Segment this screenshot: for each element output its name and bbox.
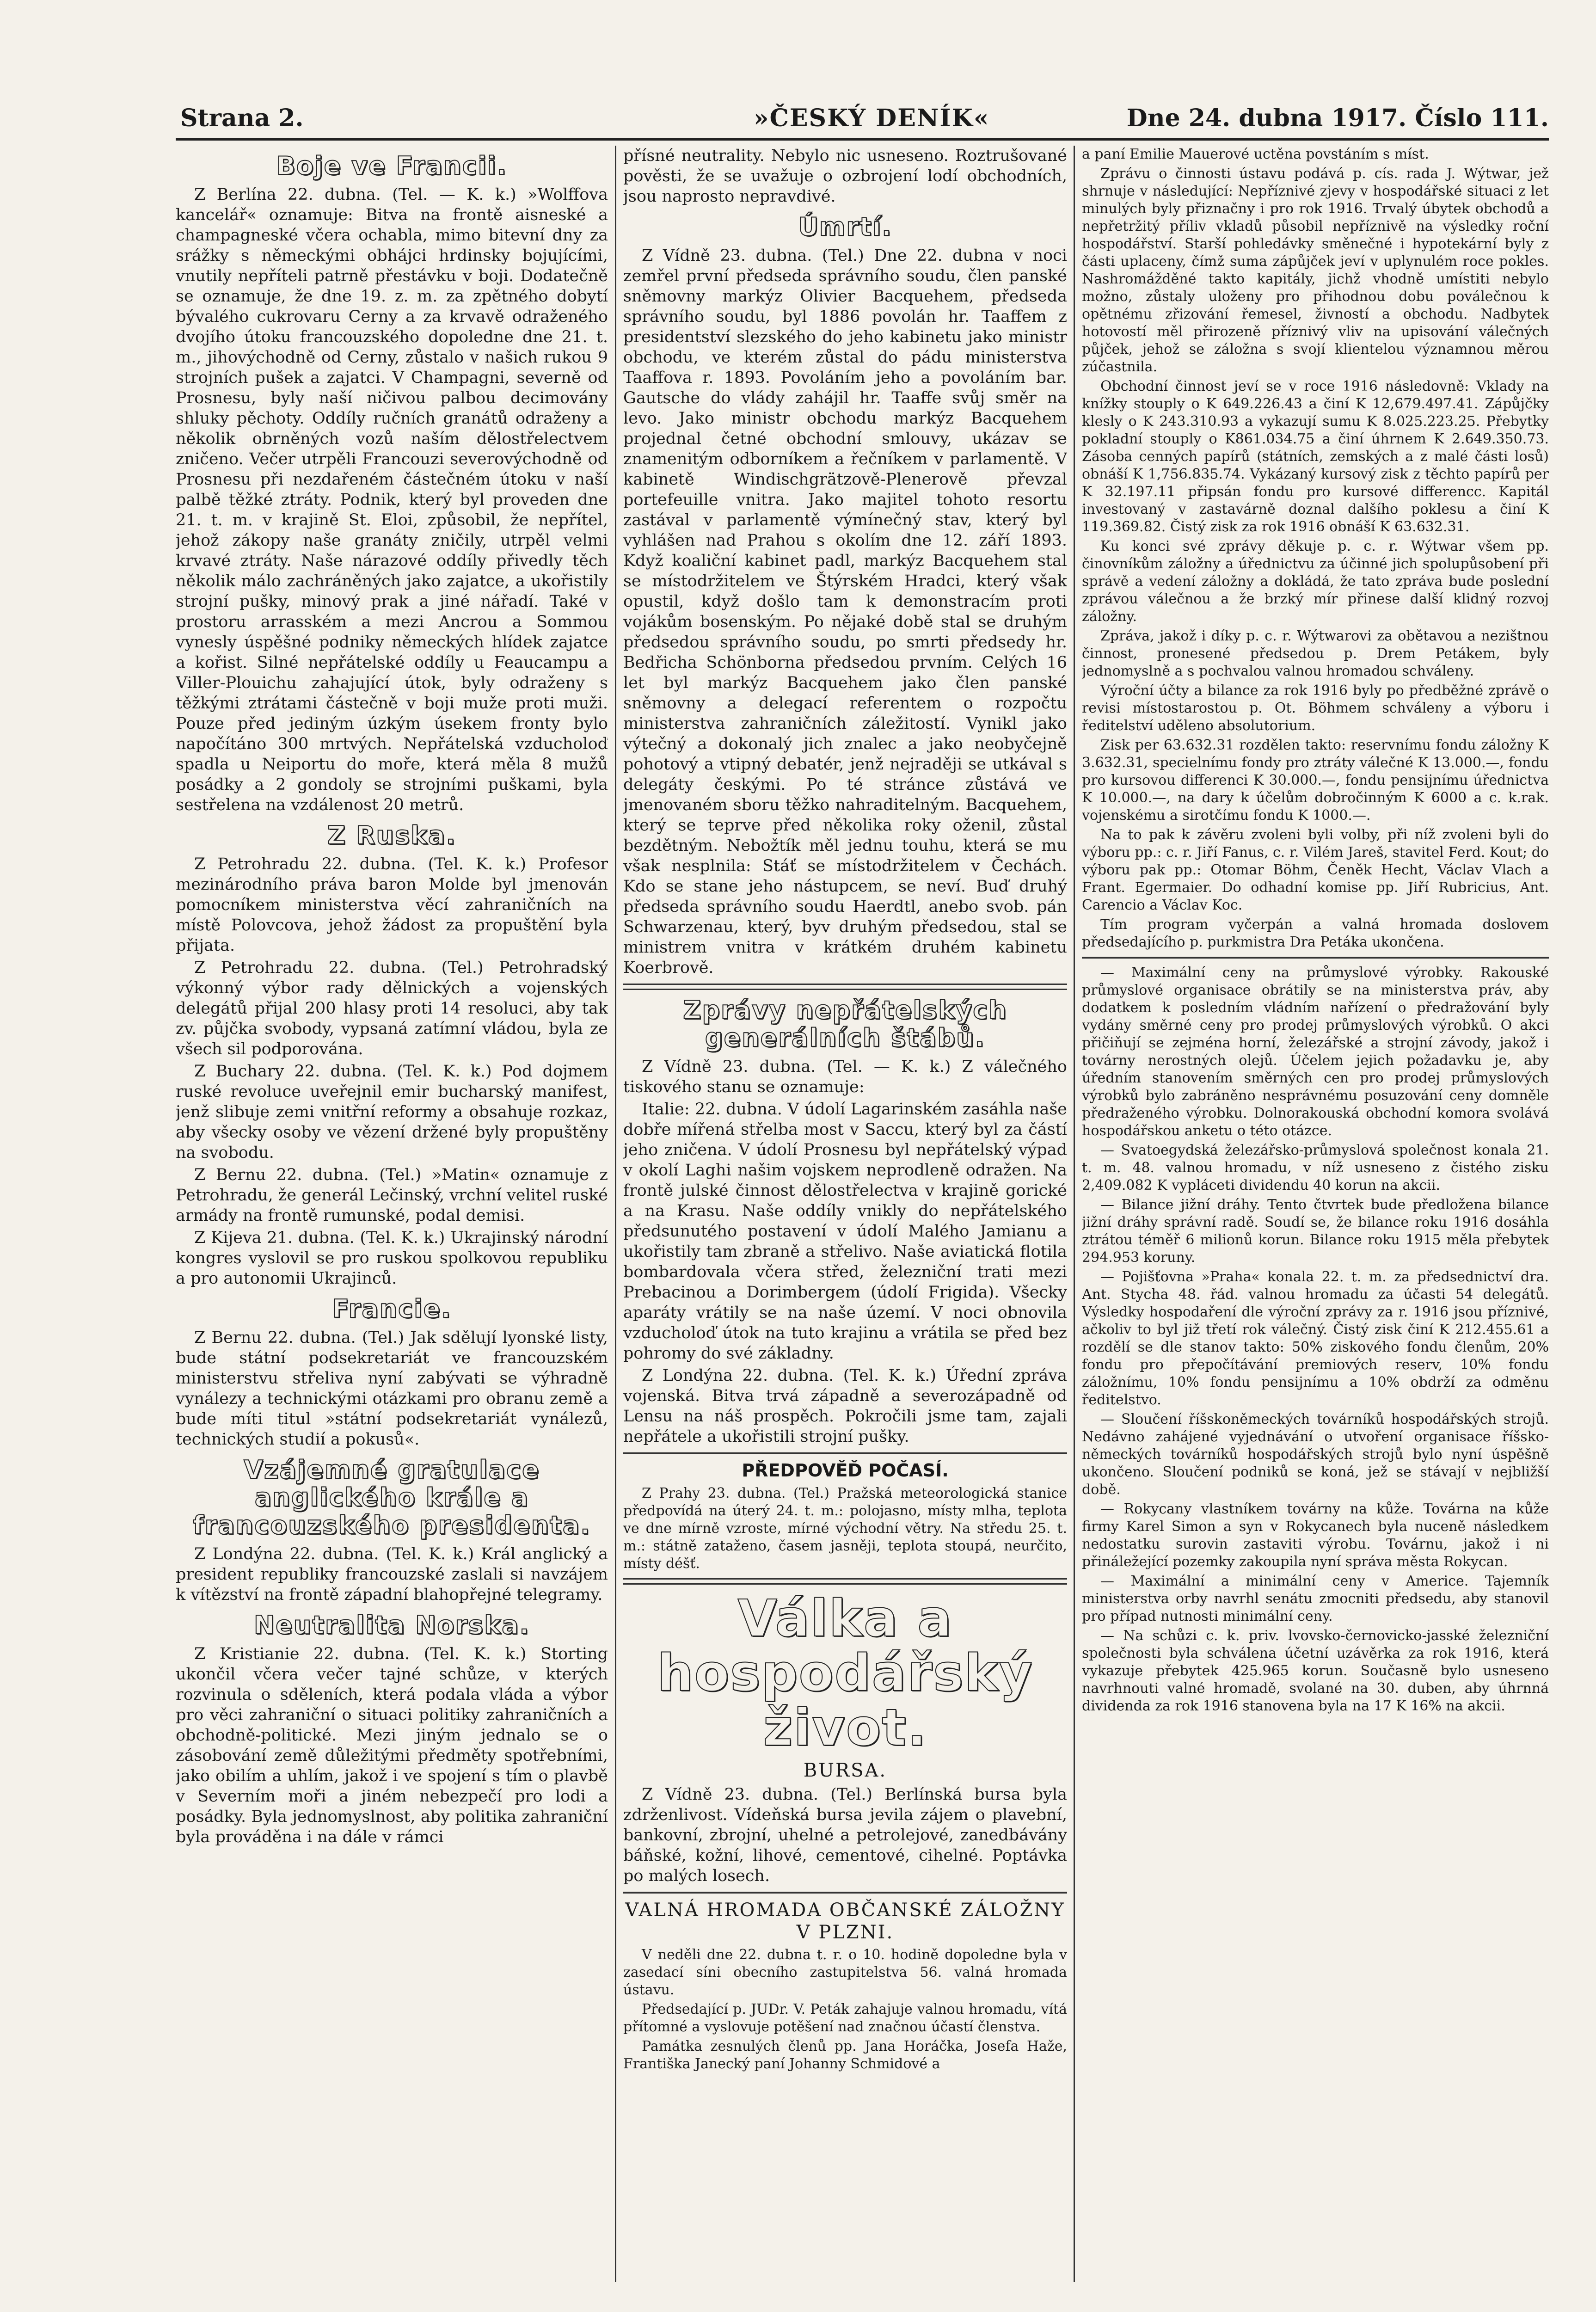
section-heading: Zprávy nepřátelských generálních štábů. bbox=[683, 996, 1007, 1052]
subsection-heading: BURSA. bbox=[803, 1760, 887, 1781]
article-paragraph: Z Berlína 22. dubna. (Tel. — K. k.) »Wolffova kancelář« oznamuje: Bitva na frontě aisneské a champagneské včera ochabla, mimo bitevní dny za srážky s německými obhájci hrdinsky bojujícími, vnutily nepříteli patrně přestávku v boji. Dodatečně se oznamuje, že dne 19. z. m. za zpětného dobytí bývalého cukrovaru Cerny a za krvavě odraženého dvojího útoku francouzského dopoledne dne 21. t. m., jihovýchodně od Cerny, zůstalo v našich rukou 9 strojních pušek a zajatci. V Champagni, severně od Prosnesu, byly naší ničivou palbou decimovány shluky pěchoty. Oddíly ručních granátů odraženy a několik obrněných vozů naším dělostřelectvem zničeno. Večer utrpěli Francouzi severovýchodně od Prosnesu při nezdařeném částečném útoku v naší palbě těžké ztráty. Podnik, který byl proveden dne 21. t. m. v krajině St. Eloi, způsobil, že nepřítel, jehož zákopy naše granáty zničily, utrpěl velmi krvavé ztráty. Naše nárazové oddíly přivedly těch několik málo zachráněných jako zajatce, a ukořistily strojní pušky, minový prak a jiné nářadí. Také v prostoru arrasském a mezi Ancrou a Sommou vynesly úspěšné podniky německých hlídek zajatce a kořist. Silné nepřátelské oddíly u Feaucampu a Viller-Plouichu zahajující útok, byly odraženy s těžkými ztrátami částečně v boji muže proti muži. Pouze před jediným úzkým úsekem fronty bylo napočítáno 300 mrtvých. Nepřátelská vzducholoď spadla u Neiportu do moře, která měla 8 mužů posádky a 2 gondoly se strojními puškami, byla sestřelena na vzdálenost 20 metrů. bbox=[176, 185, 608, 814]
article-paragraph: a paní Emilie Mauerové uctěna povstáním s míst. bbox=[1082, 146, 1429, 162]
article-paragraph: Obchodní činnost jeví se v roce 1916 následovně: Vklady na knížky stouply o K 649.226.43 a činí K 12,679.497.41. Zápůjčky klesly o K 243.310.93 a vykazují sumu K 8.025.223.25. Přebytky pokladní stouply o K861.034.75 a činí úhrnem K 2.649.350.73. Zásoba cenných papírů (státních, zemských a z malé části losů) obnáší K 1,756.835.74. Vykázaný kursový zisk z těchto papírů per K 32.197.11 připsán fondu pro kursové differencc. Kapitál investovaný v zastavárně doznal dalšího poklesu a činí K 119.369.82. Čistý zisk za rok 1916 obnáší K 63.632.31. bbox=[1082, 378, 1549, 535]
section-heading: Boje ve Francii. bbox=[276, 151, 508, 180]
article-paragraph: Z Londýna 22. dubna. (Tel. K. k.) Král anglický a president republiky francouzské zaslali si navzájem k vítězství na frontě západní blahopřejné telegramy. bbox=[176, 1545, 608, 1604]
page-number: Strana 2. bbox=[180, 104, 304, 132]
article-paragraph: — Sloučení říšskoněmeckých továrníků hospodářských strojů. Nedávno zahájené vyjednávání o utvoření organisace říšsko-německých továrníků hospodářských strojů bylo nyní úspěšně ukončeno. Sloučení podniků se koná, jež se stávají v nejbližší době. bbox=[1082, 1411, 1549, 1498]
article-paragraph: přísné neutrality. Nebylo nic usneseno. Roztrušované pověsti, že se uvažuje o ozbrojení lodí obchodních, jsou naprosto nepravdivé. bbox=[623, 147, 1067, 206]
article-paragraph: Z Bernu 22. dubna. (Tel.) »Matin« oznamuje z Petrohradu, že generál Lečinský, vrchní velitel ruské armády na frontě rumunské, podal demisi. bbox=[176, 1166, 608, 1225]
article-paragraph: Z Vídně 23. dubna. (Tel.) Berlínská bursa byla zdrženlivost. Vídeňská bursa jevila zájem o plavební, bankovní, zbrojní, uhelné a petrolejové, zanedbávány báňské, kožní, lihové, cementové, cihelné. Poptávka po malých losech. bbox=[623, 1785, 1067, 1885]
article-paragraph: Památka zesnulých členů pp. Jana Horáčka, Josefa Haže, Františka Janecký paní Johanny Schmidové a bbox=[623, 2038, 1067, 2072]
article-paragraph: Z Vídně 23. dubna. (Tel. — K. k.) Z válečného tiskového stanu se oznamuje: bbox=[623, 1058, 1067, 1096]
article-paragraph: Z Bernu 22. dubna. (Tel.) Jak sdělují lyonské listy, bude státní podsekretariát ve francouzském ministerstvu střeliva nyní zabývati se výhradně vynálezy a technickými otázkami pro obranu země a bude míti titul »státní podsekretariát vynálezů, technických studií a pokusů«. bbox=[176, 1328, 608, 1449]
divider bbox=[623, 1578, 1067, 1585]
article-paragraph: V neděli dne 22. dubna t. r. o 10. hodině dopoledne byla v zasedací síni obecního zastupitelstva 56. valná hromada ústavu. bbox=[623, 1947, 1067, 1998]
article-paragraph: Zprávu o činnosti ústavu podává p. cís. rada J. Wýtwar, jež shrnuje v následující: Nepříznivé zjevy v hospodářské situaci z let minulých byly přiznačny i pro rok 1916. Trvalý úbytek obchodů a nepřetržitý příliv vkladů působil nepříznivě na výsledky roční hospodářství. Starší pohledávky směnečné i hypotekární byly z části uplaceny, čímž suma zápůjček jeví v uplynulém roce pokles. Nashromážděné takto kapitály, jichž vhodně umístiti nebylo možno, zůstaly uloženy pro přihodnou dobu poválečnou k opětnému zřizování řemesel, živností a obchodu. Nadbytek hotovostí měl přirozeně příznivý vliv na upisování válečných půjček, jehož se záložna s svojí klientelou významnou měrou zúčastnila. bbox=[1082, 166, 1549, 375]
article-paragraph: Na to pak k závěru zvoleni byli volby, při níž zvoleni byli do výboru pp.: c. r. Jiří Fanus, c. r. Vilém Jareš, stavitel Ferd. Kout; do výboru pak pp.: Otomar Böhm, Čeněk Hecht, Václav Vlach a Frant. Egermaier. Do odhadní komise pp. Jiří Rubricius, Ant. Carencio a Václav Koc. bbox=[1082, 827, 1549, 913]
column-1 bbox=[176, 146, 608, 2296]
section-heading: PŘEDPOVĚĎ POČASÍ. bbox=[742, 1460, 949, 1481]
section-heading: Úmrtí. bbox=[798, 212, 892, 241]
article-paragraph: Z Vídně 23. dubna. (Tel.) Dne 22. dubna v noci zemřel první předseda správního soudu, člen panské sněmovny markýz Olivier Bacquehem, předseda správního soudu, byl 1886 povolán hr. Taaffem z presidentství slezského do jeho kabinetu jako ministr obchodu, ve kterém zůstal do pádu ministerstva Taaffova r. 1893. Povoláním jeho a povoláním bar. Gautsche do vlády zahájil hr. Taaffe svůj směr na levo. Jako ministr obchodu markýz Bacquehem projednal četné obchodní smlouvy, ukázav se znamenitým odborníkem a řečníkem v parlamentě. V kabinetě Windischgrätzově-Plenerově převzal portefeuille vnitra. Jako majitel tohoto resortu zastával v parlamentě výmínečný stav, který byl vyhlášen nad Prahou s okolím dne 12. září 1893. Když koaliční kabinet padl, markýz Bacquehem stal se místodržitelem ve Štýrském Hradci, který však opustil, když došlo tam k demonstracím proti vojákům bosenským. Po nějaké době stal se druhým předsedou správního soudu, po smrti předsedy hr. Bedřicha Schönborna předsedou prvním. Celých 16 let byl markýz Bacquehem jako člen panské sněmovny a delegací referentem o rozpočtu ministerstva zahraničních záležitostí. Vynikl jako výtečný a dokonalý jich znalec a jako neobyčejně pohotový a vtipný debatér, jenž nejraději se utkával s delegáty českými. Po té stránce zůstává ve jmenovaném sboru těžko nahraditelným. Bacquehem, který se teprve před několika roky oženil, zůstal bezdětným. Nebožtík měl jednu touhu, která se mu však nesplnila: Stáť se místodržitelem v Čechách. Kdo se stane jeho nástupcem, se neví. Buď druhý předseda správního soudu Haerdtl, anebo svob. pán Schwarzenau, který, byv druhým předsedou, stal se ministrem vnitra v krátkém druhém kabinetu Koerbrově. bbox=[623, 246, 1067, 977]
section-heading: VALNÁ HROMADA OBČANSKÉ ZÁLOŽNY V PLZNI. bbox=[625, 1900, 1065, 1943]
section-heading: Neutralita Norska. bbox=[253, 1611, 530, 1640]
article-paragraph: — Rokycany vlastníkem továrny na kůže. Továrna na kůže firmy Karel Simon a syn v Rokycanech byla nuceně následkem nedostatku surovin zastaviti výrobu. Továrnu, jakož i ni přináležející pozemky zakoupila nyní správa města Rokycan. bbox=[1082, 1501, 1549, 1570]
article-paragraph: Z Petrohradu 22. dubna. (Tel.) Petrohradský výkonný výbor rady dělnických a vojenských delegátů přijal 200 hlasy proti 14 resoluci, aby tak zv. půjčka svobody, vypsaná zatímní vládou, byla ze všech sil podporována. bbox=[176, 959, 608, 1058]
divider bbox=[1082, 957, 1549, 959]
issue-date: Dne 24. dubna 1917. Číslo 111. bbox=[1126, 104, 1549, 132]
masthead-rule bbox=[176, 138, 1549, 141]
article-paragraph: Z Petrohradu 22. dubna. (Tel. K. k.) Profesor mezinárodního práva baron Molde byl jmenován pomocníkem ministerstva věcí zahraničních na místě Polovcova, jehož žádost za propuštění byla přijata. bbox=[176, 855, 608, 955]
divider bbox=[623, 1892, 1067, 1894]
masthead bbox=[171, 99, 1553, 136]
article-paragraph: — Na schůzi c. k. priv. lvovsko-černovicko-jasské železniční společnosti byla schválena účetní uzávěrka za rok 1916, která vykazuje přebytek 425.965 korun. Současně bylo usneseno navrhnouti valné hromadě, svolané na 30. duben, aby úhrnná dividenda za rok 1916 stanovena byla na 17 K 16% na akcii. bbox=[1082, 1628, 1549, 1714]
section-heading: Vzájemné gratulace anglického krále a francouzského presidenta. bbox=[193, 1455, 591, 1540]
article-paragraph: — Maximální a minimální ceny v Americe. Tajemník ministerstva orby navrhl senátu zmocniti předsedu, aby stanovil pro případ nutnosti minimální ceny. bbox=[1082, 1573, 1549, 1624]
article-paragraph: Z Prahy 23. dubna. (Tel.) Pražská meteorologická stanice předpovídá na úterý 24. t. m.: polojasno, místy mlha, teplota ve dne mírně vzroste, mírné východní větry. Na středu 25. t. m.: státně zataženo, časem jasněji, teplota stoupá, neurčito, místy déšť. bbox=[623, 1485, 1067, 1572]
article-paragraph: Předsedající p. JUDr. V. Peták zahajuje valnou hromadu, vítá přítomné a vyslovuje potěšení nad značnou účastí členstva. bbox=[623, 2001, 1067, 2035]
section-heading: Francie. bbox=[332, 1294, 452, 1323]
article-paragraph: — Pojišťovna »Praha« konala 22. t. m. za předsednictví dra. Ant. Stycha 48. řád. valnou hromadu za účasti 54 delegátů. Výsledky hospodaření dle výroční zprávy za r. 1916 jsou příznivé, ačkoliv to byl již třetí rok válečný. Čistý zisk činí K 212.455.61 a rozdělí se dle stanov takto: 50% ziskového fondu členům, 20% fondu pro přepočítávání premiových reserv, 10% fondu záložnímu, 10% fondu pensijnímu a 10% obdrží za odměnu ředitelstvo. bbox=[1082, 1269, 1549, 1408]
article-paragraph: Italie: 22. dubna. V údolí Lagarinském zasáhla naše dobře mířená střelba most v Saccu, který byl za částí jeho zničena. V údolí Prosnesu byl nepřátelský výpad v okolí Laghi našim vojskem neprodleně odražen. Na frontě julské činnost dělostřelectva v krajině gorické a na Krasu. Naše oddíly vnikly do nepřátelského předsunutého postavení v údolí Malého Jamianu a ukořistily tam zbraně a střelivo. Naše aviatická flotila bombardovala včera střed, železniční trati mezi Prebacinou a Dorimbergem (údolí Frigida). Všecky aparáty vrátily se na naše území. V noci obnovila vzducholoď útok na tuto krajinu a vrátila se před bez pohromy do své základny. bbox=[623, 1100, 1067, 1363]
column-divider bbox=[615, 146, 616, 2282]
divider bbox=[623, 984, 1067, 990]
article-paragraph: Výroční účty a bilance za rok 1916 byly po předběžné zprávě o revisi místostarostou p. Ot. Böhmem schváleny a výboru i ředitelství uděleno absolutorium. bbox=[1082, 683, 1549, 734]
column-3 bbox=[1082, 146, 1549, 2296]
article-paragraph: — Svatoegydská železářsko-průmyslová společnost konala 21. t. m. 48. valnou hromadu, v níž usneseno z čistého zisku 2,409.082 K vypláceti dividendu 40 korun na akcii. bbox=[1082, 1142, 1549, 1193]
column-2 bbox=[623, 146, 1067, 2296]
article-paragraph: Tím program vyčerpán a valná hromada doslovem předsedajícího p. purkmistra Dra Petáka ukončena. bbox=[1082, 916, 1549, 950]
article-paragraph: Zisk per 63.632.31 rozdělen takto: reservnímu fondu záložny K 3.632.31, specielnímu fondy pro ztráty válečné K 13.000.—, fondu pro kursovou differenci K 30.000.—, fondu pensijnímu úřednictva K 10.000.—, na dary k účelům dobročinným K 6000 a c. k.rak. vojenskému a sirotčímu fondu K 1000.—. bbox=[1082, 737, 1549, 824]
section-heading: Válka a hospodářský život. bbox=[657, 1589, 1033, 1757]
article-paragraph: Z Londýna 22. dubna. (Tel. K. k.) Úřední zpráva vojenská. Bitva trvá západně a severozápadně od Lensu na náš prospěch. Pokročili jsme tam, zajali nepřátele a ukořistili strojní pušky. bbox=[623, 1366, 1067, 1446]
column-divider bbox=[1074, 146, 1075, 2282]
divider bbox=[623, 1452, 1067, 1454]
article-paragraph: Z Kijeva 21. dubna. (Tel. K. k.) Ukrajinský národní kongres vyslovil se pro ruskou spolkovou republiku a pro autonomii Ukrajinců. bbox=[176, 1229, 608, 1288]
article-paragraph: — Maximální ceny na průmyslové výrobky. Rakouské průmyslové organisace obrátily se na ministerstva práv, aby dodatkem k posledním vládním nařízení o předražování byly vydány směrné ceny pro prodej průmyslových výrobků. O akci přičiňují se zejména horní, železářské a strojní závody, jakož i továrny nerostných olejů. Účelem jejich požadavku je, aby úředním stanovením směrných cen pro prodej průmyslových výrobků bylo zabráněno nesprávnému posuzování ceny domněle předraženého výrobku. Dolnorakouská obchodní komora svolává hospodářskou anketu o této otázce. bbox=[1082, 965, 1549, 1139]
section-heading: Z Ruska. bbox=[327, 821, 456, 850]
article-paragraph: Z Kristianie 22. dubna. (Tel. K. k.) Storting ukončil včera večer tajné schůze, v kterých rozvinula o sděleních, která podala vláda a výbor pro věci zahraniční o situaci politiky zahraničních a obchodně-politické. Mezi jiným jednalo se o zásobování země důležitými předměty spotřebními, jako obilím a uhlím, jakož i ve spojení s tím o plavbě v Severním moři a jiném nebezpečí pro lodi a posádky. Byla jednomyslnost, aby politika zahraniční byla prováděna i na dále v rámci bbox=[176, 1645, 608, 1846]
newspaper-title: »ČESKÝ DENÍK« bbox=[754, 104, 990, 132]
article-paragraph: Z Buchary 22. dubna. (Tel. K. k.) Pod dojmem ruské revoluce uveřejnil emir bucharský manifest, jenž slibuje zemi vnitřní reformy a obsahuje rozkaz, aby všecky osoby ve vězení držené byly propuštěny na svobodu. bbox=[176, 1062, 608, 1162]
article-paragraph: Ku konci své zprávy děkuje p. c. r. Wýtwar všem pp. činovníkům záložny a úřednictvu za účinné jich spolupůsobení při správě a vedení záložny a dokládá, že tato zpráva bude poslední zprávou válečnou a že brzký mír přinese další klidný rozvoj záložny. bbox=[1082, 538, 1549, 625]
article-paragraph: — Bilance jižní dráhy. Tento čtvrtek bude předložena bilance jižní dráhy správní radě. Soudí se, že bilance roku 1916 dosáhla ztrátou téměř 6 milionů korun. Bilance roku 1915 měla přebytek 294.953 koruny. bbox=[1082, 1197, 1549, 1266]
article-paragraph: Zpráva, jakož i díky p. c. r. Wýtwarovi za obětavou a nezištnou činnost, pronesené předsedou p. Drem Petákem, byly jednomyslně a s pochvalou valnou hromadou schváleny. bbox=[1082, 628, 1549, 679]
